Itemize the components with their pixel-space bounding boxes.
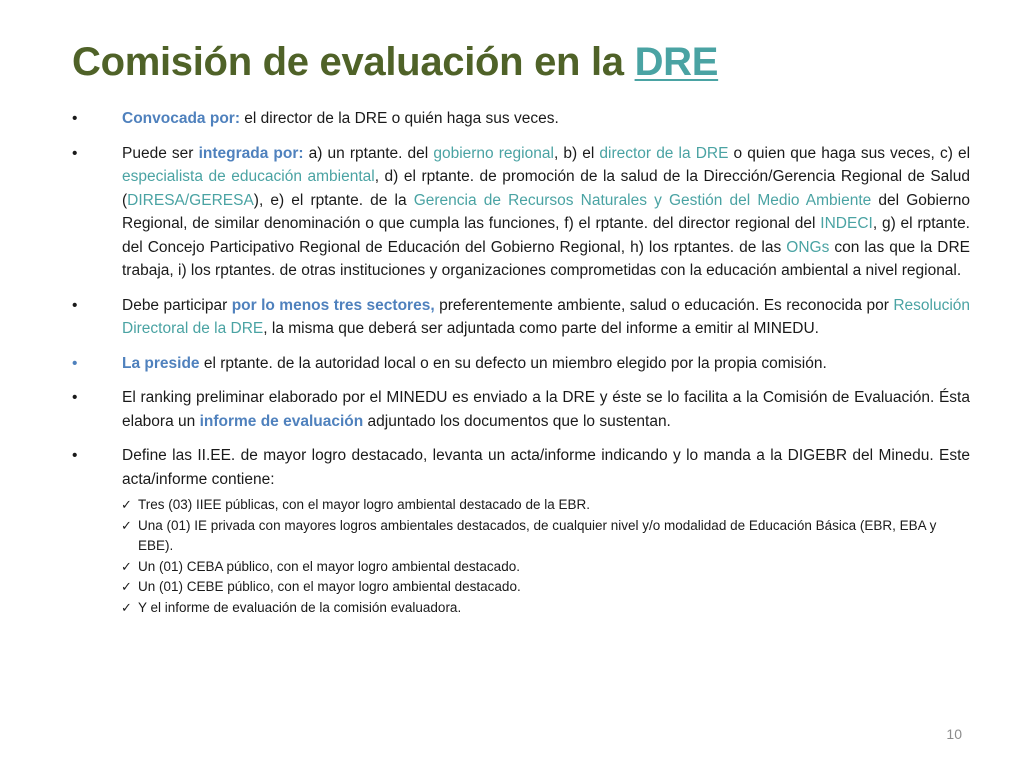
bullet-item bbox=[72, 107, 970, 131]
body-text: , b) el bbox=[553, 144, 600, 162]
highlight-text: La preside bbox=[122, 354, 200, 372]
bullet-item bbox=[72, 386, 970, 433]
highlight-text: Resolución Directoral de la DRE bbox=[122, 296, 971, 337]
bullet-item bbox=[72, 142, 970, 283]
body-text: , g) el rptante. del Concejo Participativo Regional de Educación del Gobierno Regional, h) los rptantes. de las bbox=[122, 215, 970, 256]
bullet-list bbox=[72, 107, 970, 629]
body-text: Puede ser bbox=[122, 144, 199, 162]
sub-item-text: Tres (03) IIEE públicas, con el mayor logro ambiental destacado de la EBR. bbox=[138, 497, 590, 512]
bullet-marker: • bbox=[72, 447, 78, 464]
body-text: el director de la DRE o quién haga sus veces. bbox=[239, 110, 559, 127]
body-text: preferentemente ambiente, salud o educación. Es reconocida por bbox=[434, 296, 894, 314]
body-text: El ranking preliminar elaborado por el MINEDU es enviado a la DRE y éste se lo facilita a la Comisión de Evaluación. Ésta elabora un bbox=[122, 389, 970, 430]
checkmark-icon: ✓ bbox=[121, 517, 132, 533]
highlight-text: Convocada por: bbox=[122, 110, 240, 127]
page-number: 10 bbox=[946, 726, 962, 742]
body-text: Debe participar bbox=[122, 296, 232, 314]
highlight-text: ONGs bbox=[786, 238, 830, 256]
sub-item-text: Y el informe de evaluación de la comisión evaluadora. bbox=[138, 599, 462, 615]
highlight-text: INDECI bbox=[820, 215, 873, 232]
body-text: Define las II.EE. de mayor logro destacado, levanta un acta/informe indicando y lo manda a la DIGEBR del Minedu. Este acta/informe contiene: bbox=[122, 447, 970, 488]
bullet-item bbox=[72, 294, 970, 341]
checkmark-icon: ✓ bbox=[121, 497, 132, 512]
body-text: con las que la DRE trabaja, i) los rptantes. de otras instituciones y organizaciones comprometidas con la educación ambiental a nivel regional. bbox=[122, 238, 970, 279]
highlight-text: integrada por: bbox=[198, 144, 304, 162]
title-link-dre[interactable]: DRE bbox=[634, 40, 719, 84]
bullet-item bbox=[72, 444, 970, 618]
sub-item-text: Una (01) IE privada con mayores logros ambientales destacados, de cualquier nivel y/o modalidad de Educación Básica (EBR, EBA y EBE). bbox=[138, 517, 937, 553]
sub-list-item bbox=[110, 516, 970, 557]
checkmark-icon: ✓ bbox=[121, 579, 132, 594]
sub-list-item bbox=[110, 557, 970, 578]
body-text: adjuntado los documentos que lo sustentan. bbox=[363, 412, 671, 430]
bullet-marker: • bbox=[72, 389, 78, 406]
body-text: a) un rptante. del bbox=[303, 144, 434, 162]
bullet-item bbox=[72, 352, 970, 376]
sub-item-text: Un (01) CEBE público, con el mayor logro ambiental destacado. bbox=[138, 579, 521, 594]
body-text: del Gobierno Regional, de similar denominación o que cumpla las funciones, f) el rptante. del director regional del bbox=[122, 191, 970, 232]
checkmark-icon: ✓ bbox=[121, 599, 132, 615]
highlight-text: por lo menos tres sectores, bbox=[231, 296, 435, 314]
bullet-marker: • bbox=[72, 144, 78, 162]
highlight-text: especialista de educación ambiental bbox=[122, 168, 375, 185]
sub-list bbox=[110, 495, 970, 618]
highlight-text: director de la DRE bbox=[599, 144, 729, 162]
sub-item-text: Un (01) CEBA público, con el mayor logro ambiental destacado. bbox=[138, 558, 520, 574]
bullet-marker: • bbox=[72, 354, 78, 372]
body-text: el rptante. de la autoridad local o en su defecto un miembro elegido por la propia comisión. bbox=[199, 354, 827, 372]
highlight-text: DIRESA/GERESA bbox=[127, 191, 254, 209]
bullet-marker: • bbox=[72, 296, 78, 314]
checkmark-icon: ✓ bbox=[121, 558, 132, 574]
highlight-text: Gerencia de Recursos Naturales y Gestión del Medio Ambiente bbox=[413, 191, 872, 209]
slide-title bbox=[72, 40, 718, 85]
body-text: ), e) el rptante. de la bbox=[253, 191, 414, 209]
highlight-text: informe de evaluación bbox=[199, 412, 364, 430]
body-text: , d) el rptante. de promoción de la salud de la Dirección/Gerencia Regional de Salud ( bbox=[122, 168, 970, 209]
body-text: , la misma que deberá ser adjuntada como parte del informe a emitir al MINEDU. bbox=[263, 320, 819, 337]
bullet-marker: • bbox=[72, 110, 78, 127]
sub-list-item bbox=[110, 598, 970, 619]
highlight-text: gobierno regional bbox=[433, 144, 554, 162]
body-text: o quien que haga sus veces, c) el bbox=[728, 144, 971, 162]
sub-list-item bbox=[110, 495, 970, 516]
title-text: Comisión de evaluación en la bbox=[72, 40, 635, 84]
sub-list-item bbox=[110, 577, 970, 598]
